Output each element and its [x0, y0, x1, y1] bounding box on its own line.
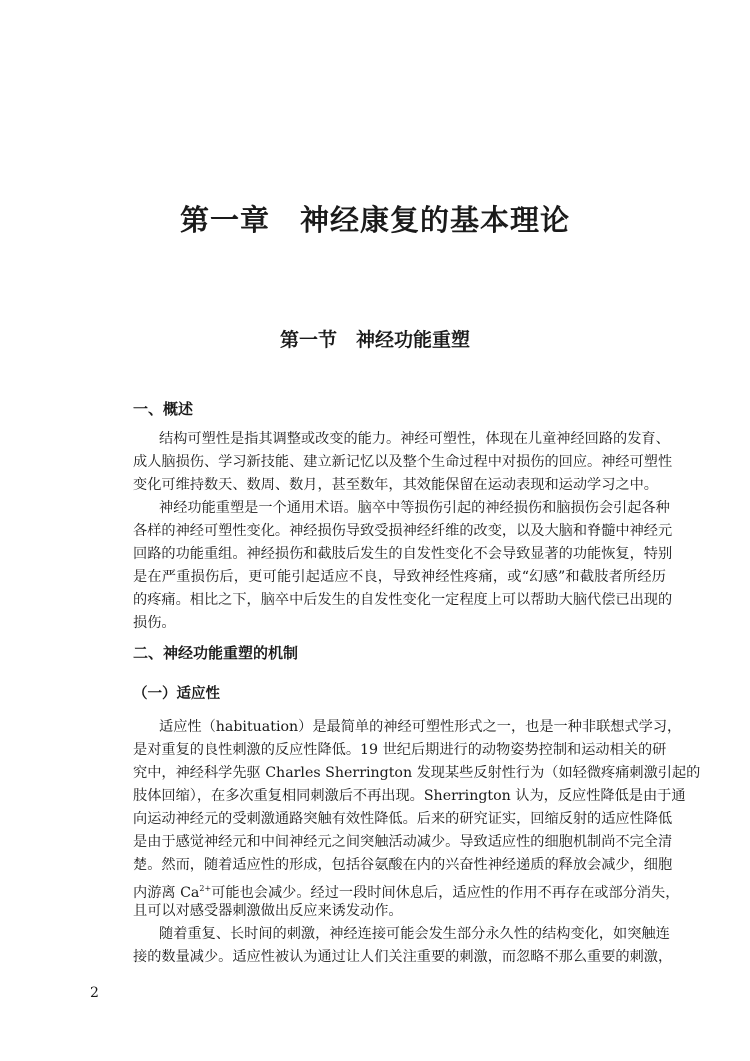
paragraph-line: 各样的神经可塑性变化。神经损伤导致受损神经纤维的改变，以及大脑和脊髓中神经元 — [133, 523, 673, 539]
paragraph-line: 是由于感觉神经元和中间神经元之间突触活动减少。导致适应性的细胞机制尚不完全清 — [133, 834, 673, 850]
paragraph-line: 肢体回缩），在多次重复相同刺激后不再出现。Sherrington 认为，反应性降低是由于通 — [133, 788, 686, 804]
chapter-title: 第一章 神经康复的基本理论 — [179, 203, 570, 237]
paragraph-line: 向运动神经元的受刺激通路突触有效性降低。后来的研究证实，回缩反射的适应性降低 — [133, 811, 673, 827]
section-title: 第一节 神经功能重塑 — [279, 329, 470, 351]
heading-overview: 一、概述 — [133, 400, 194, 418]
paragraph-line: 究中，神经科学先驱 Charles Sherrington 发现某些反射性行为（如轻微疼痛刺激引起的 — [133, 765, 701, 781]
calcium-text-before: 内游离 Ca — [133, 885, 200, 901]
paragraph-line: 变化可维持数天、数周、数月，甚至数年，其效能保留在运动表现和运动学习之中。 — [133, 477, 658, 493]
paragraph-line: 结构可塑性是指其调整或改变的能力。神经可塑性，体现在儿童神经回路的发育、 — [159, 431, 670, 447]
paragraph-line: 适应性（habituation）是最简单的神经可塑性形式之一，也是一种非联想式学习， — [159, 719, 682, 735]
calcium-text-after: 可能也会减少。经过一段时间休息后，适应性的作用不再存在或部分消失， — [211, 885, 680, 901]
paragraph-line: 成人脑损伤、学习新技能、建立新记忆以及整个生命过程中对损伤的回应。神经可塑性 — [133, 454, 673, 470]
calcium-charge-superscript: 2+ — [199, 884, 212, 893]
paragraph-line: 且可以对感受器刺激做出反应来诱发动作。 — [133, 903, 403, 919]
paragraph-line: 损伤。 — [133, 615, 176, 631]
paragraph-line: 的疼痛。相比之下，脑卒中后发生的自发性变化一定程度上可以帮助大脑代偿已出现的 — [133, 592, 673, 608]
heading-habituation: （一）适应性 — [133, 686, 220, 702]
paragraph-line: 是对重复的良性刺激的反应性降低。19 世纪后期进行的动物姿势控制和运动相关的研 — [133, 742, 667, 758]
paragraph-line: 神经功能重塑是一个通用术语。脑卒中等损伤引起的神经损伤和脑损伤会引起各种 — [159, 500, 670, 516]
paragraph-line: 是在严重损伤后，更可能引起适应不良，导致神经性疼痛，或“幻感”和截肢者所经历 — [133, 569, 666, 585]
paragraph-line: 接的数量减少。适应性被认为通过让人们关注重要的刺激，而忽略不那么重要的刺激， — [133, 949, 673, 965]
paragraph-line: 楚。然而，随着适应性的形成，包括谷氨酸在内的兴奋性神经递质的释放会减少，细胞 — [133, 857, 673, 873]
paragraph-line: 随着重复、长时间的刺激，神经连接可能会发生部分永久性的结构变化，如突触连 — [159, 926, 670, 942]
heading-mechanism: 二、神经功能重塑的机制 — [133, 644, 299, 662]
page-number: 2 — [90, 985, 99, 1001]
paragraph-line: 回路的功能重组。神经损伤和截肢后发生的自发性变化不会导致显著的功能恢复，特别 — [133, 546, 673, 562]
